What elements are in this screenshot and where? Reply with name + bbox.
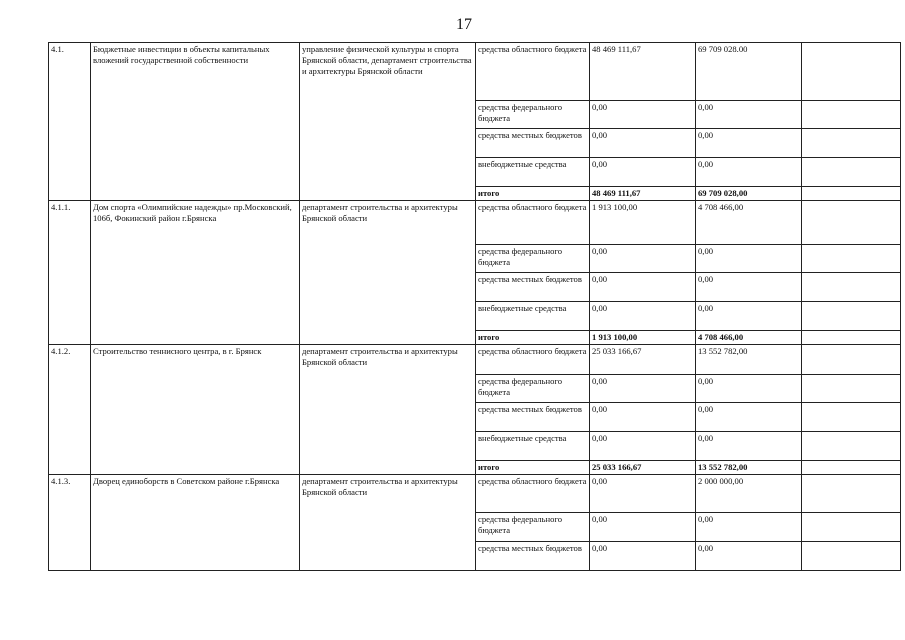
amount-year-1: 0,00 <box>590 403 696 432</box>
amount-year-3 <box>802 129 901 158</box>
table-row <box>49 345 901 375</box>
amount-year-3 <box>802 43 901 101</box>
budget-table-body <box>49 43 901 571</box>
amount-year-3 <box>802 101 901 129</box>
item-executor: управление физической культуры и спорта Брянской области, департамент строительства и архитектуры Брянской области <box>300 43 476 201</box>
amount-year-2: 0,00 <box>696 273 802 302</box>
budget-table <box>48 42 901 571</box>
amount-year-2: 4 708 466,00 <box>696 331 802 345</box>
amount-year-1: 0,00 <box>590 302 696 331</box>
amount-year-3 <box>802 158 901 187</box>
page-number: 17 <box>456 16 472 33</box>
amount-year-1: 48 469 111,67 <box>590 187 696 201</box>
funding-source: средства областного бюджета <box>476 43 590 101</box>
amount-year-1: 0,00 <box>590 245 696 273</box>
funding-source: средства местных бюджетов <box>476 129 590 158</box>
amount-year-3 <box>802 245 901 273</box>
funding-source: средства областного бюджета <box>476 201 590 245</box>
amount-year-3 <box>802 513 901 542</box>
amount-year-2: 2 000 000,00 <box>696 475 802 513</box>
amount-year-3 <box>802 375 901 403</box>
item-number: 4.1. <box>49 43 91 201</box>
amount-year-1: 0,00 <box>590 513 696 542</box>
funding-source: средства областного бюджета <box>476 475 590 513</box>
amount-year-3 <box>802 345 901 375</box>
amount-year-2: 0,00 <box>696 403 802 432</box>
funding-source: средства федерального бюджета <box>476 513 590 542</box>
funding-source: внебюджетные средства <box>476 158 590 187</box>
table-row <box>49 43 901 101</box>
amount-year-1: 1 913 100,00 <box>590 201 696 245</box>
amount-year-3 <box>802 403 901 432</box>
amount-year-3 <box>802 475 901 513</box>
amount-year-1: 25 033 166,67 <box>590 461 696 475</box>
amount-year-3 <box>802 432 901 461</box>
amount-year-2: 0,00 <box>696 302 802 331</box>
amount-year-1: 0,00 <box>590 432 696 461</box>
amount-year-2: 0,00 <box>696 245 802 273</box>
item-executor: департамент строительства и архитектуры Брянской области <box>300 475 476 571</box>
amount-year-3 <box>802 187 901 201</box>
amount-year-3 <box>802 302 901 331</box>
item-name: Строительство теннисного центра, в г. Брянск <box>91 345 300 475</box>
funding-source: средства местных бюджетов <box>476 273 590 302</box>
amount-year-2: 0,00 <box>696 129 802 158</box>
funding-source: средства федерального бюджета <box>476 245 590 273</box>
amount-year-2: 69 709 028.00 <box>696 43 802 101</box>
amount-year-1: 0,00 <box>590 475 696 513</box>
amount-year-3 <box>802 201 901 245</box>
amount-year-2: 0,00 <box>696 432 802 461</box>
amount-year-3 <box>802 331 901 345</box>
amount-year-2: 0,00 <box>696 513 802 542</box>
amount-year-1: 0,00 <box>590 158 696 187</box>
amount-year-2: 0,00 <box>696 101 802 129</box>
item-number: 4.1.1. <box>49 201 91 345</box>
amount-year-2: 13 552 782,00 <box>696 345 802 375</box>
item-number: 4.1.3. <box>49 475 91 571</box>
funding-source: средства местных бюджетов <box>476 542 590 571</box>
amount-year-1: 0,00 <box>590 375 696 403</box>
amount-year-2: 0,00 <box>696 158 802 187</box>
amount-year-1: 0,00 <box>590 273 696 302</box>
amount-year-2: 69 709 028,00 <box>696 187 802 201</box>
item-name: Дворец единоборств в Советском районе г.Брянска <box>91 475 300 571</box>
funding-source: итого <box>476 331 590 345</box>
amount-year-3 <box>802 273 901 302</box>
item-executor: департамент строительства и архитектуры Брянской области <box>300 201 476 345</box>
funding-source: итого <box>476 461 590 475</box>
funding-source: итого <box>476 187 590 201</box>
amount-year-2: 4 708 466,00 <box>696 201 802 245</box>
amount-year-1: 0,00 <box>590 542 696 571</box>
amount-year-2: 13 552 782,00 <box>696 461 802 475</box>
amount-year-3 <box>802 542 901 571</box>
funding-source: внебюджетные средства <box>476 432 590 461</box>
funding-source: средства федерального бюджета <box>476 375 590 403</box>
amount-year-2: 0,00 <box>696 375 802 403</box>
amount-year-1: 0,00 <box>590 129 696 158</box>
funding-source: средства местных бюджетов <box>476 403 590 432</box>
item-name: Дом спорта «Олимпийские надежды» пр.Московский, 106б, Фокинский район г.Брянска <box>91 201 300 345</box>
funding-source: средства федерального бюджета <box>476 101 590 129</box>
amount-year-3 <box>802 461 901 475</box>
amount-year-2: 0,00 <box>696 542 802 571</box>
item-executor: департамент строительства и архитектуры Брянской области <box>300 345 476 475</box>
amount-year-1: 0,00 <box>590 101 696 129</box>
table-row <box>49 475 901 513</box>
table-row <box>49 201 901 245</box>
amount-year-1: 48 469 111,67 <box>590 43 696 101</box>
funding-source: внебюджетные средства <box>476 302 590 331</box>
amount-year-1: 1 913 100,00 <box>590 331 696 345</box>
item-name: Бюджетные инвестиции в объекты капитальных вложений государственной собственности <box>91 43 300 201</box>
item-number: 4.1.2. <box>49 345 91 475</box>
amount-year-1: 25 033 166,67 <box>590 345 696 375</box>
funding-source: средства областного бюджета <box>476 345 590 375</box>
